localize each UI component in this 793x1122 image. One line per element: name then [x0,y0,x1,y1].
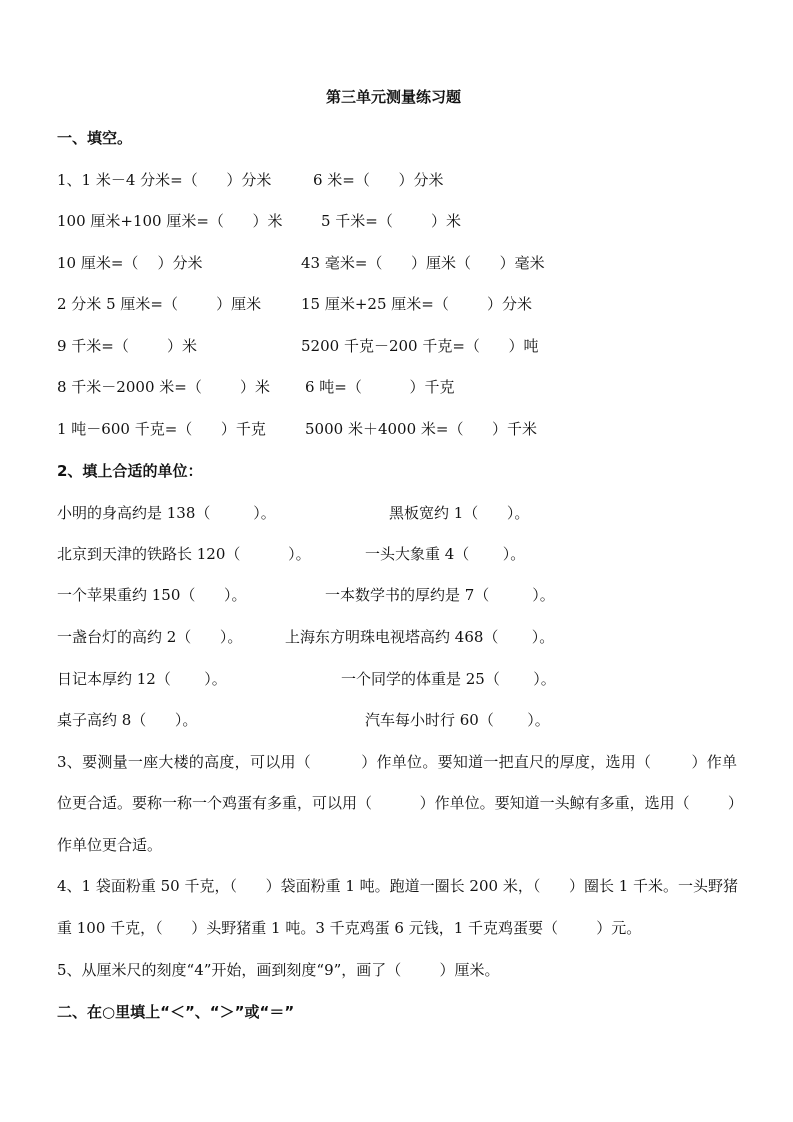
q2-row-3-right: 一本数学书的厚约是 7（ ）。 [325,586,555,604]
q2-row-5-left: 日记本厚约 12（ ）。 [57,670,227,688]
q1-row-2-right: 5 千米=（ ）米 [321,212,462,230]
q1-row-4-right: 15 厘米+25 厘米=（ ）分米 [301,295,532,313]
q2-row-1-right: 黑板宽约 1（ ）。 [389,504,530,522]
q1-row-3-left: 10 厘米=（ ）分米 [57,254,203,272]
q3-line-1: 3、要测量一座大楼的高度，可以用（ ）作单位。要知道一把直尺的厚度，选用（ ）作单 [57,753,737,771]
q1-row-3-right: 43 毫米=（ ）厘米（ ）毫米 [301,254,545,272]
page-title: 第三单元测量练习题 [326,88,462,106]
q1-row-6-right: 6 吨=（ ）千克 [305,378,455,396]
q1-row-6-left: 8 千米－2000 米=（ ）米 [57,378,270,396]
q3-line-2: 位更合适。要称一称一个鸡蛋有多重，可以用（ ）作单位。要知道一头鲸有多重，选用（ ） [57,794,743,812]
q1-row-4-left: 2 分米 5 厘米=（ ）厘米 [57,295,262,313]
q1-row-7-right: 5000 米＋4000 米=（ ）千米 [305,420,538,438]
q3-line-3: 作单位更合适。 [57,836,163,854]
q1-row-1-left: 1、1 米－4 分米=（ ）分米 [57,171,272,189]
q1-row-2-left: 100 厘米+100 厘米=（ ）米 [57,212,283,230]
q1-row-7-left: 1 吨－600 千克=（ ）千克 [57,420,266,438]
q2-row-5-right: 一个同学的体重是 25（ ）。 [341,670,556,688]
section1-heading: 一、填空。 [57,129,133,147]
q4-line-1: 4、1 袋面粉重 50 千克，（ ）袋面粉重 1 吨。跑道一圈长 200 米，（ ）圈长 1 千米。一头野猪 [57,877,739,895]
q2-row-4-right: 上海东方明珠电视塔高约 468（ ）。 [285,628,555,646]
q2-row-1-left: 小明的身高约是 138（ ）。 [57,504,276,522]
q2-row-6-right: 汽车每小时行 60（ ）。 [365,711,550,729]
q2-heading: 2、填上合适的单位： [57,462,203,480]
q4-line-2: 重 100 千克，（ ）头野猪重 1 吨。3 千克鸡蛋 6 元钱，1 千克鸡蛋要（ ）元。 [57,919,642,937]
q2-row-6-left: 桌子高约 8（ ）。 [57,711,198,729]
q2-row-2-left: 北京到天津的铁路长 120（ ）。 [57,545,311,563]
q2-row-2-right: 一头大象重 4（ ）。 [365,545,526,563]
q1-row-5-left: 9 千米=（ ）米 [57,337,198,355]
q1-row-1-right: 6 米=（ ）分米 [313,171,444,189]
q1-row-5-right: 5200 千克－200 千克=（ ）吨 [301,337,539,355]
q2-row-4-left: 一盏台灯的高约 2（ ）。 [57,628,243,646]
q5-text: 5、从厘米尺的刻度“4”开始，画到刻度“9”，画了（ ）厘米。 [57,961,500,979]
section2-heading: 二、在○里填上“＜”、“＞”或“＝” [57,1003,295,1021]
q2-row-3-left: 一个苹果重约 150（ ）。 [57,586,247,604]
